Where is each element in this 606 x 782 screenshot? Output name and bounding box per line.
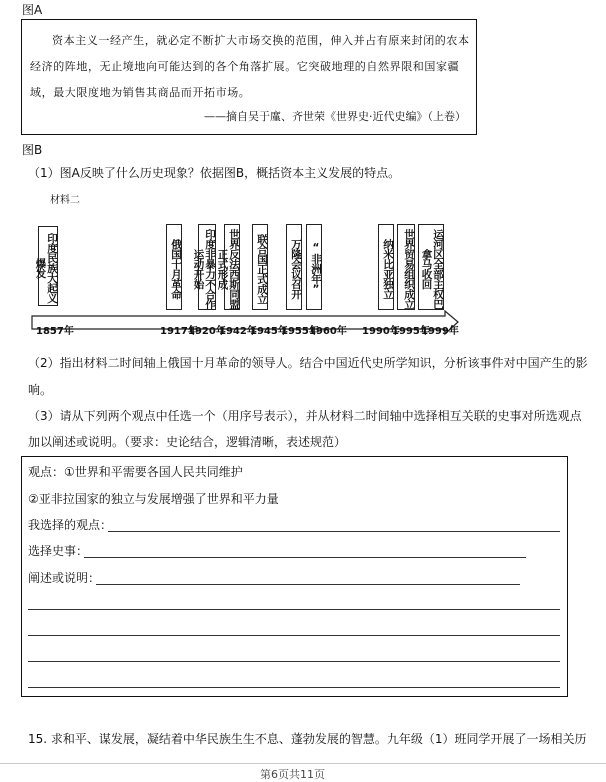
timeline-event-box: 运河区全部主权巴拿马收回 (418, 224, 444, 310)
timeline-event-box: 世界贸易组织成立 (397, 224, 415, 310)
timeline-year: 1920年 (188, 326, 226, 337)
timeline-event-box: 纳米比亚独立 (378, 224, 394, 310)
my-view-label: 我选择的观点： (28, 518, 113, 532)
viewpoint-1: 观点：①世界和平需要各国人民共同维护 (28, 465, 243, 479)
timeline-event-box: 万隆会议召开 (286, 224, 302, 310)
timeline-year: 1999年 (421, 326, 459, 337)
timeline-year: 1990年 (362, 326, 400, 337)
question-2-line2: 响。 (28, 383, 53, 397)
question-15: 15. 求和平、谋发展，凝结着中华民族生生不息、蓬勃发展的智慧。九年级（1）班同学开展了一场相关历 (28, 732, 587, 746)
timeline-year: 1960年 (309, 326, 347, 337)
answer-line[interactable] (28, 635, 560, 636)
figure-a-label: 图A (22, 3, 43, 17)
answer-line[interactable] (28, 687, 560, 688)
timeline-event-box: 印度民族大起义爆发 (38, 226, 58, 306)
fact-answer-line[interactable] (84, 557, 526, 558)
viewpoint-2: ②亚非拉国家的独立与发展增强了世界和平力量 (28, 492, 279, 506)
page-footer: 第6页共11页 (260, 768, 325, 781)
answer-line[interactable] (28, 609, 560, 610)
timeline-year: 1995年 (392, 326, 430, 337)
timeline-event-box: 印度非暴力不合作运动开始 (198, 224, 216, 310)
timeline-year: 1857年 (36, 326, 74, 337)
question-3-line2: 加以阐述或说明。（要求：史论结合，逻辑清晰，表述规范） (28, 435, 347, 449)
timeline-event-box: “非洲年” (306, 224, 322, 310)
timeline-year: 1942年 (219, 326, 257, 337)
explain-label: 阐述或说明： (28, 571, 101, 585)
fact-label: 选择史事： (28, 544, 89, 558)
figure-b-label: 图B (22, 143, 43, 157)
answer-box (21, 456, 568, 697)
timeline-year: 1917年 (160, 326, 198, 337)
timeline-event-box: 联合国正式成立 (252, 224, 268, 310)
quote-source: ——摘自吴于廑、齐世荣《世界史·近代史编》（上卷） (204, 110, 466, 123)
timeline-year: 1955年 (281, 326, 319, 337)
my-view-answer-line[interactable] (108, 531, 560, 532)
quote-text: 资本主义一经产生，就必定不断扩大市场交换的范围，伸入并占有原来封闭的农本经济的阵地，无止境地向可能达到的各个角落扩展。它突破地理的自然界限和国家疆域，最大限度地为销售其商品而开拓市场。 (30, 34, 470, 99)
explain-answer-line[interactable] (96, 584, 520, 585)
footer-divider (0, 763, 606, 764)
timeline-event-box: 俄国十月革命 (166, 224, 182, 310)
answer-line[interactable] (28, 661, 560, 662)
quote-box (21, 19, 477, 135)
question-2-line1: （2）指出材料二时间轴上俄国十月革命的领导人。结合中国近代史所学知识，分析该事件对中国产生的影 (28, 356, 588, 370)
question-3-line1: （3）请从下列两个观点中任选一个（用序号表示），并从材料二时间轴中选择相互关联的史事对所选观点 (28, 409, 582, 423)
timeline-year: 1945年 (250, 326, 288, 337)
question-1: （1）图A反映了什么历史现象？依据图B，概括资本主义发展的特点。 (28, 166, 401, 180)
timeline-event-box: 世界反法西斯同盟正式形成 (224, 224, 240, 310)
timeline-label: 材料二 (50, 195, 80, 206)
